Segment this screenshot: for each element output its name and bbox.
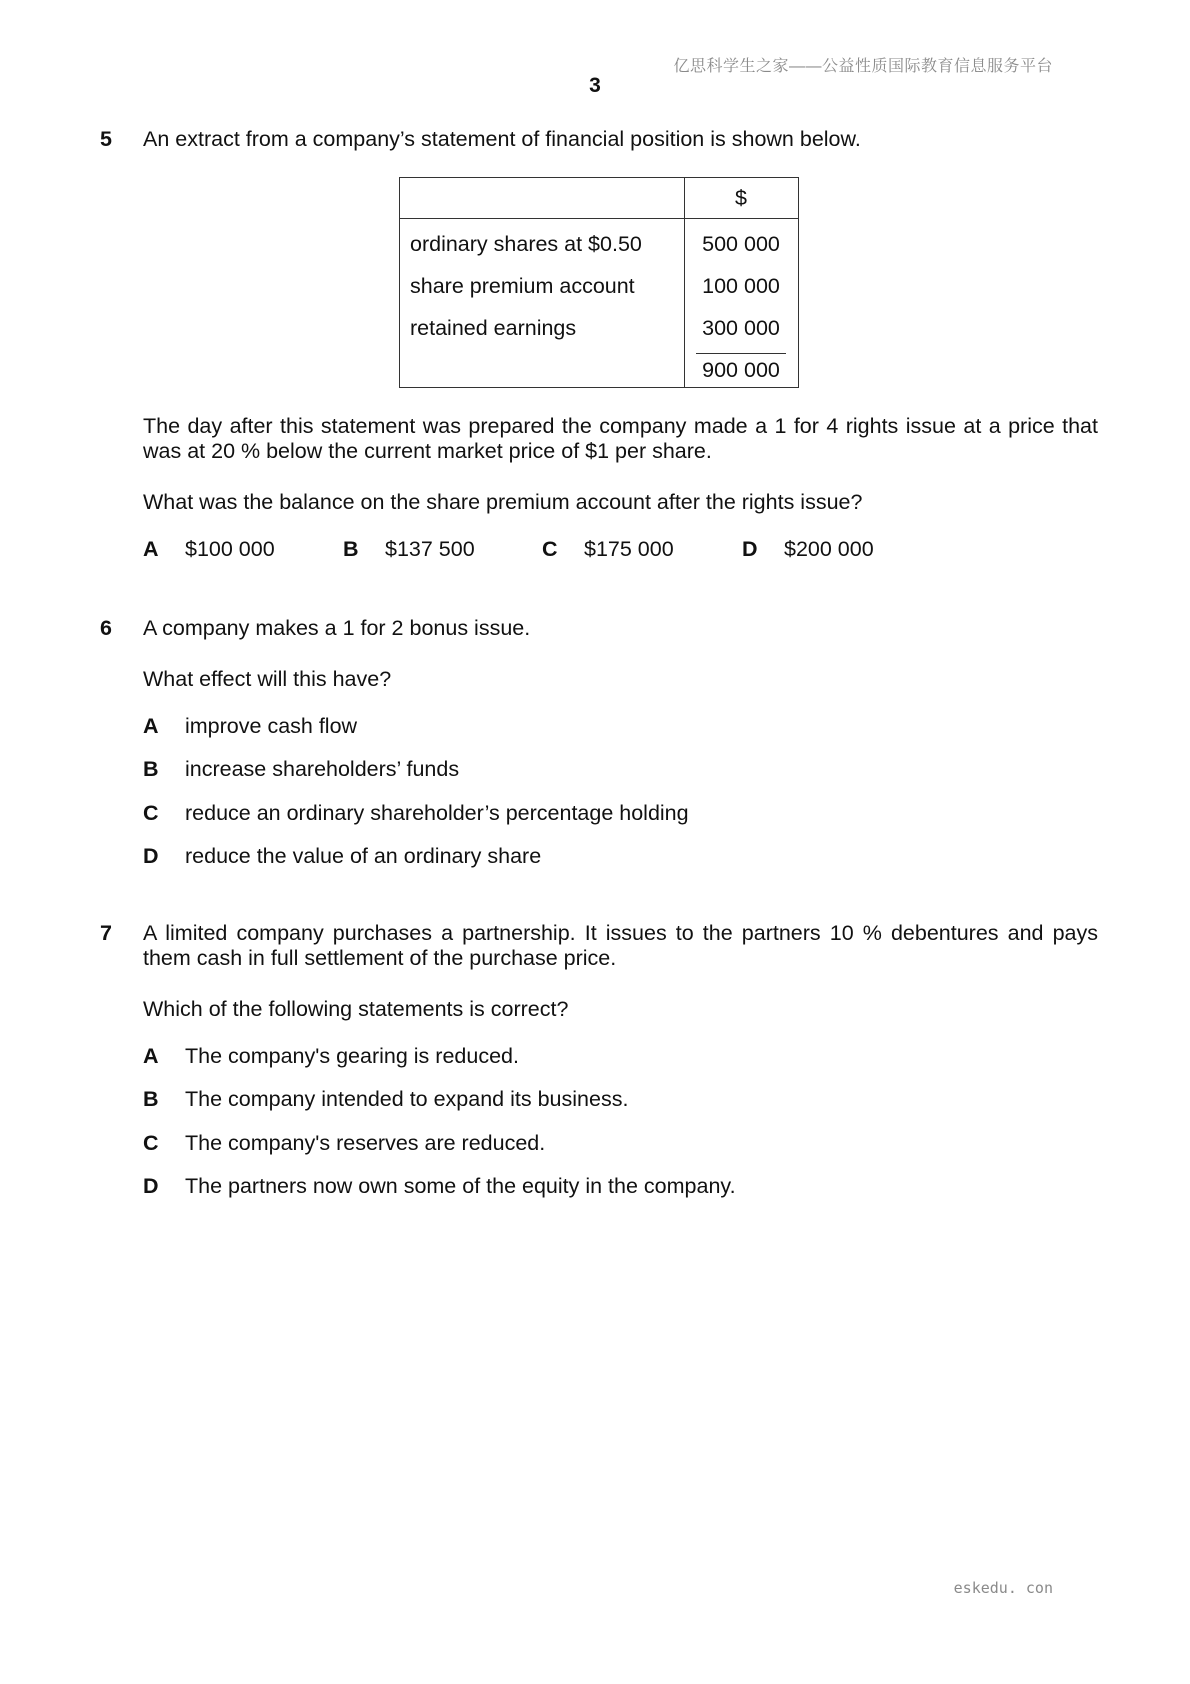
option-text: $175 000 [584,537,674,561]
question-5-options [0,537,1190,567]
table-row-label: ordinary shares at $0.50 [410,232,642,256]
option-letter: B [143,1087,159,1111]
footer-watermark: eskedu. con [953,1579,1053,1597]
option-text: reduce an ordinary shareholder’s percentage holding [185,801,689,825]
option-text: $100 000 [185,537,275,561]
option-letter: C [143,801,159,825]
option-letter: B [143,757,159,781]
table-row-amount: 300 000 [702,316,780,340]
option-letter: C [542,537,558,561]
option-text: The company's reserves are reduced. [185,1131,546,1155]
table-row-amount: 500 000 [702,232,780,256]
page-number: 3 [589,74,601,97]
table-total-rule [696,353,786,354]
option-text: improve cash flow [185,714,358,738]
table-header-divider [400,218,798,219]
option-text: reduce the value of an ordinary share [185,844,542,868]
question-7-intro: A limited company purchases a partnership. It issues to the partners 10 % debentures and pays them cash in full settlement of the purchase price. [143,921,1098,970]
question-6-options [0,714,1190,894]
option-letter: A [143,714,159,738]
option-letter: D [143,1174,159,1198]
question-6-intro: A company makes a 1 for 2 bonus issue. [143,616,531,640]
option-text: The company's gearing is reduced. [185,1044,519,1068]
financial-position-table [399,177,799,388]
table-total-amount: 900 000 [702,358,780,382]
table-currency-header: $ [735,186,747,210]
option-letter: B [343,537,359,561]
header-watermark: 亿思科学生之家——公益性质国际教育信息服务平台 [673,58,1053,75]
question-6-prompt: What effect will this have? [143,667,392,691]
question-5-prompt: What was the balance on the share premium account after the rights issue? [143,490,863,514]
option-letter: D [143,844,159,868]
question-5-intro: An extract from a company’s statement of financial position is shown below. [143,127,861,151]
option-letter: A [143,537,159,561]
option-letter: C [143,1131,159,1155]
question-7-options [0,1044,1190,1224]
table-row-label: retained earnings [410,316,577,340]
question-7-number: 7 [100,921,112,945]
option-letter: D [742,537,758,561]
option-text: increase shareholders’ funds [185,757,460,781]
option-text: $200 000 [784,537,874,561]
option-text: $137 500 [385,537,475,561]
question-7-prompt: Which of the following statements is correct? [143,997,569,1021]
option-text: The partners now own some of the equity in the company. [185,1174,736,1198]
question-5-number: 5 [100,127,112,151]
question-6-number: 6 [100,616,112,640]
option-text: The company intended to expand its business. [185,1087,629,1111]
question-5-body: The day after this statement was prepared the company made a 1 for 4 rights issue at a price that was at 20 % below the current market price of $1 per share. [143,414,1098,463]
table-row-label: share premium account [410,274,635,298]
option-letter: A [143,1044,159,1068]
table-row-amount: 100 000 [702,274,780,298]
